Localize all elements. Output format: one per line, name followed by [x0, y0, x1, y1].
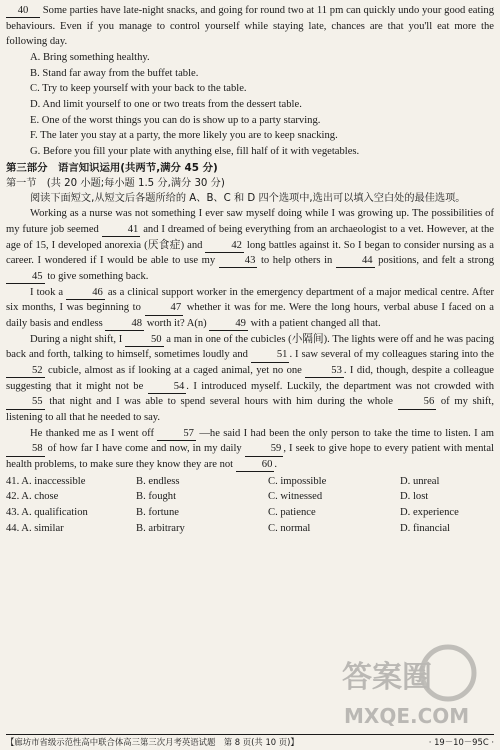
choice-41-a[interactable]: 41. A. inaccessible [6, 475, 86, 487]
blank-59[interactable]: 59 [245, 443, 284, 456]
blank-52[interactable]: 52 [6, 365, 45, 378]
choice-42-c[interactable]: C. witnessed [268, 491, 323, 503]
blank-42[interactable]: 42 [205, 240, 244, 253]
option-g: G. Before you fill your plate with anything else, fill half of it with vegetables. [30, 146, 360, 158]
blank-55[interactable]: 55 [6, 396, 45, 409]
footer-left-text: 【廊坊市省级示范性高中联合体高三第三次月考英语试题 第 8 页(共 10 页)】 [6, 737, 299, 747]
choice-42-d[interactable]: D. lost [400, 491, 429, 503]
blank-53[interactable]: 53 [305, 365, 344, 378]
watermark-circle-icon [422, 647, 474, 699]
option-b: B. Stand far away from the buffet table. [30, 67, 199, 79]
watermark-brand-text: 答案圈 [342, 660, 432, 695]
blank-44[interactable]: 44 [336, 255, 375, 268]
answer-choices [6, 474, 494, 537]
choice-41-d[interactable]: D. unreal [400, 475, 440, 487]
choice-43-c[interactable]: C. patience [268, 507, 316, 519]
watermark-site-text: MXQE.COM [344, 704, 470, 728]
page-footer [6, 734, 494, 748]
choice-43-a[interactable]: 43. A. qualification [6, 507, 88, 519]
choice-43-b[interactable]: B. fortune [136, 507, 179, 519]
choice-41-c[interactable]: C. impossible [268, 475, 327, 487]
blank-54[interactable]: 54 [148, 381, 187, 394]
footer-right-code: · 19－10－95C · [428, 737, 494, 747]
choice-row-41 [6, 474, 494, 490]
watermark-logo [330, 635, 480, 735]
option-a: A. Bring something healthy. [30, 52, 150, 64]
choice-44-c[interactable]: C. normal [268, 522, 311, 534]
option-e: E. One of the worst things you can do is show up to a party starving. [30, 114, 321, 126]
q40-paragraph [6, 3, 494, 50]
choice-41-b[interactable]: B. endless [136, 475, 180, 487]
option-c: C. Try to keep yourself with your back to the table. [30, 83, 247, 95]
passage-paragraph-2: I took a 46 as a clinical support worker in the emergency department of a major medical centre. After six months, I was beginning to 47 whether it was for me. Were the long hours, verbal abuse I faced on a daily basis and endless 48 worth it? A(n) 49 with a patient changed all that. [6, 285, 494, 332]
choice-44-d[interactable]: D. financial [400, 522, 451, 534]
choice-row-42 [6, 489, 494, 505]
choice-42-b[interactable]: B. fought [136, 491, 177, 503]
seven-options-list [6, 50, 494, 160]
blank-46[interactable]: 46 [66, 287, 105, 300]
choice-42-a[interactable]: 42. A. chose [6, 491, 59, 503]
blank-47[interactable]: 47 [145, 302, 184, 315]
blank-41[interactable]: 41 [102, 224, 141, 237]
part3-heading: 第三部分 语言知识运用(共两节,满分 45 分) [6, 161, 218, 174]
blank-40[interactable]: 40 [6, 5, 40, 18]
section1-heading: 第一节 (共 20 小题;每小题 1.5 分,满分 30 分) [6, 178, 225, 190]
choice-44-a[interactable]: 44. A. similar [6, 522, 64, 534]
choice-43-d[interactable]: D. experience [400, 507, 459, 519]
blank-60[interactable]: 60 [236, 459, 275, 472]
blank-51[interactable]: 51 [251, 349, 290, 362]
instructions: 阅读下面短文,从短文后各题所给的 A、B、C 和 D 四个选项中,选出可以填入空白处的最佳选项。 [30, 193, 466, 205]
blank-49[interactable]: 49 [209, 318, 248, 331]
choice-row-43 [6, 505, 494, 521]
blank-50[interactable]: 50 [125, 334, 164, 347]
blank-56[interactable]: 56 [398, 396, 437, 409]
option-f: F. The later you stay at a party, the more likely you are to keep snacking. [30, 130, 338, 142]
blank-57[interactable]: 57 [157, 428, 196, 441]
passage-paragraph-1: Working as a nurse was not something I ever saw myself doing while I was growing up. The possibilities of my future job seemed 41 and I dreamed of being everything from an archaeologist to a vet. However, at the age of 15, I developed anorexia (厌食症) and 42 long battles against it. So I began to consider nursing as a career. I wondered if I would be able to use my 43 to help others in 44 positions, and felt a strong 45 to give something back. [6, 206, 494, 284]
blank-58[interactable]: 58 [6, 443, 45, 456]
passage-paragraph-4: He thanked me as I went off 57 —he said I had been the only person to take the time to listen. I am 58 of how far I have come and now, in my daily 59 , I seek to give hope to every patient with mental health problems, to make sure they know they are not 60 . [6, 426, 494, 473]
option-d: D. And limit yourself to one or two treats from the dessert table. [30, 99, 302, 111]
q40-text: Some parties have late-night snacks, and going for round two at 11 pm can quickly undo your good eating behaviours. Even if you manage to control yourself while staying late, chances are that you'll eat more the following day. [6, 5, 494, 48]
blank-43[interactable]: 43 [219, 255, 258, 268]
blank-48[interactable]: 48 [105, 318, 144, 331]
blank-45[interactable]: 45 [6, 271, 45, 284]
passage-paragraph-3: During a night shift, I 50 a man in one of the cubicles (小隔间). The lights were off and he was pacing back and forth, talking to himself, sometimes loudly and 51 . I saw several of my colleagues staring into the 52 cubicle, almost as if looking at a caged animal, yet no one 53 . I did, though, despite a colleague suggesting that it might not be 54 . I introduced myself. Luckily, the department was not crowded with 55 that night and I was able to spend several hours with him during the whole 56 of my shift, listening to all that he needed to say. [6, 333, 494, 424]
choice-44-b[interactable]: B. arbitrary [136, 522, 185, 534]
choice-row-44 [6, 521, 494, 537]
